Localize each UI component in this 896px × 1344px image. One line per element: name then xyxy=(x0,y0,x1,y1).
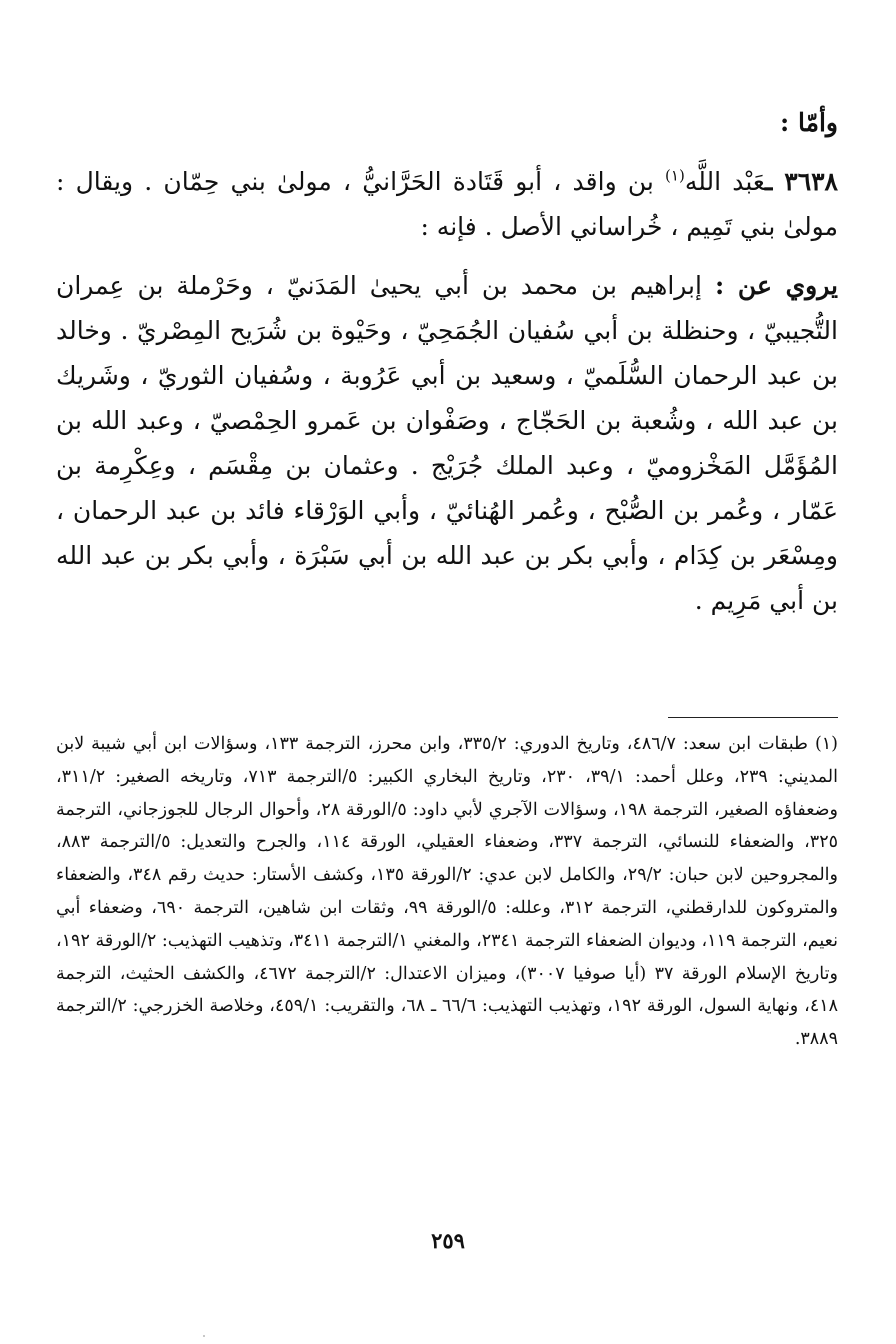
entry-description: بن واقد ، أبو قَتَادة الحَرَّانيُّ ، مولىٰ بني حِمّان . ويقال : مولىٰ بني تَمِيم ، خُراساني الأصل . فإنه : xyxy=(56,167,838,241)
scan-dot xyxy=(203,1335,205,1337)
narrators-label: يروي عن : xyxy=(714,271,838,300)
footnote-sources: طبقات ابن سعد: ٤٨٦/٧، وتاريخ الدوري: ٣٣٥/٢، وابن محرز، الترجمة ١٣٣، وسؤالات ابن أبي شيبة لابن المديني: ٢٣٩، وعلل أحمد: ٣٩/١، ٢٣٠، وتاريخ البخاري الكبير: ٥/الترجمة ٧١٣، وتاريخه الصغير: ٣١١/٢، وضعفاؤه الصغير، الترجمة ١٩٨، وسؤالات الآجري لأبي داود: ٥/الورقة ٢٨، وأحوال الرجال للجوزجاني، الترجمة ٣٢٥، والضعفاء للنسائي، الترجمة ٣٣٧، وضعفاء العقيلي، الورقة ١١٤، والجرح والتعديل: ٥/الترجمة ٨٨٣، والمجروحين لابن حبان: ٢٩/٢، والكامل لابن عدي: ٢/الورقة ١٣٥، وكشف الأستار: حديث رقم ٣٤٨، والضعفاء والمتروكون للدارقطني، الترجمة ٣١٢، وعلله: ٥/الورقة ٩٩، وثقات ابن شاهين، الترجمة ٦٩٠، وضعفاء أبي نعيم، الترجمة ١١٩، وديوان الضعفاء الترجمة ٢٣٤١، والمغني ١/الترجمة ٣٤١١، وتذهيب التهذيب: ٢/الورقة ١٩٢، وتاريخ الإسلام الورقة ٣٧ (أيا صوفيا ٣٠٠٧)، وميزان الاعتدال: ٢/الترجمة ٤٦٧٢، والكشف الحثيث، الترجمة ٤١٨، ونهاية السول، الورقة ١٩٢، وتهذيب التهذيب: ٦٦/٦ ـ ٦٨، والتقريب: ٤٥٩/١، وخلاصة الخزرجي: ٢/الترجمة ٣٨٨٩. xyxy=(56,734,839,1050)
biography-entry xyxy=(56,159,838,249)
entry-number: ٣٦٣٨ ـ xyxy=(764,167,838,196)
narrators-list: إبراهيم بن محمد بن أبي يحيىٰ المَدَنيّ ، وحَرْملة بن عِمران التُّجيبيّ ، وحنظلة بن أبي سُفيان الجُمَحِيّ ، وحَيْوة بن شُرَيح المِصْريّ . وخالد بن عبد الرحمان السُّلَميّ ، وسعيد بن أبي عَرُوبة ، وسُفيان الثوريّ ، وشَريك بن عبد الله ، وشُعبة بن الحَجّاج ، وصَفْوان بن عَمرو الحِمْصيّ ، وعبد الله بن المُؤَمَّل المَخْزوميّ ، وعبد الملك جُرَيْج . وعثمان بن مِقْسَم ، وعِكْرِمة بن عَمّار ، وعُمر بن الصُّبْح ، وعُمر الهُنائيّ ، وأبي الوَرْقاء فائد بن عبد الرحمان ، ومِسْعَر بن كِدَام ، وأبي بكر بن عبد الله بن أبي سَبْرَة ، وأبي بكر بن عبد الله بن أبي مَرِيم . xyxy=(56,271,838,615)
footnote-reference: (١) xyxy=(665,166,685,185)
footnote-paragraph xyxy=(56,728,838,1056)
page-number: ٢٥٩ xyxy=(431,1228,465,1253)
footnote-section xyxy=(56,728,838,1056)
main-text xyxy=(56,100,838,623)
footnote-divider xyxy=(668,717,838,718)
narrators-paragraph xyxy=(56,263,838,623)
entry-name: عَبْد اللَّه xyxy=(684,167,765,196)
section-heading: وأمّا : xyxy=(780,108,838,137)
footnote-marker: (١) xyxy=(814,734,838,754)
